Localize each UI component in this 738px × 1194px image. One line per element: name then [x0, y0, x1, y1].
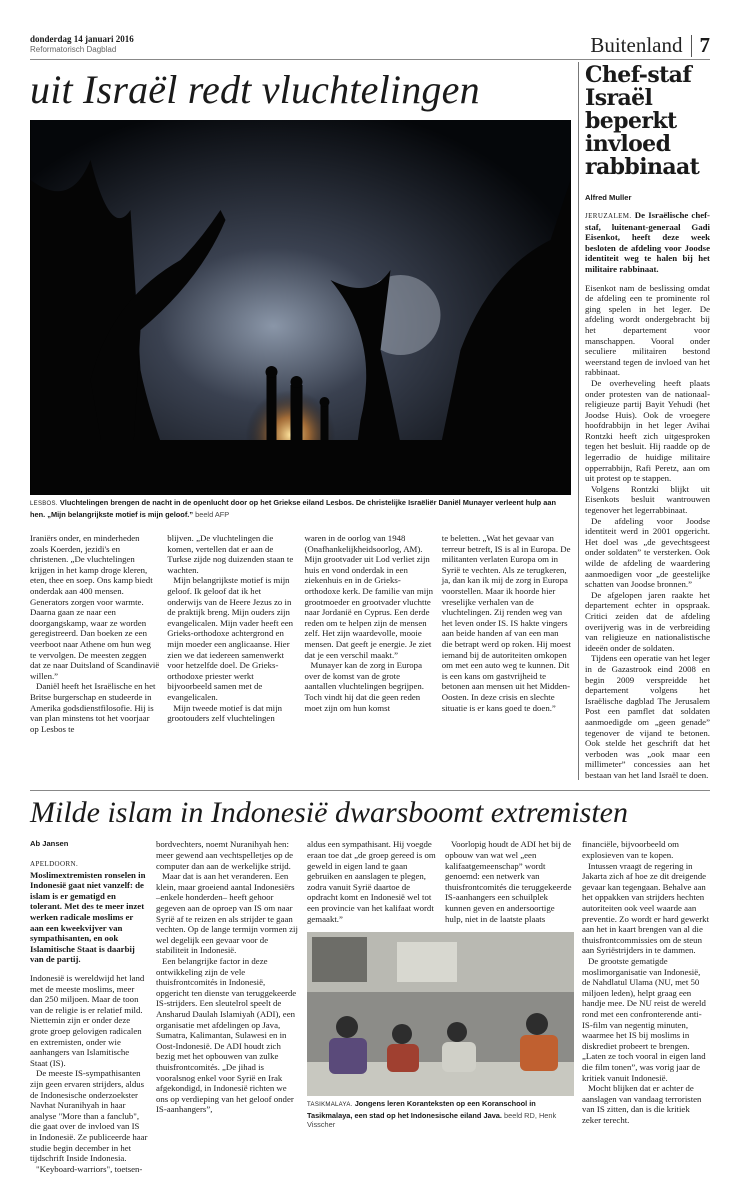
second-column-1: [30, 839, 148, 1174]
lesbos-photo: [30, 120, 571, 495]
paragraph: Maar dat is aan het veranderen. Een klein, maar groeiend aantal Indonesiërs –enkele honderden– heeft gehoor gegeven aan de oproep van IS om naar Syrië af te reizen en als strijder te gaan vechten. Op de lange termijn vormen zij wel degelijk een gevaar voor de stabiliteit in Indonesië.: [156, 871, 298, 956]
second-column-5: [582, 839, 710, 1125]
main-column-1: [30, 533, 159, 734]
paragraph: Mocht blijken dat er achter de aanslagen van vandaag terroristen van IS zitten, dan is die kritiek zeker terecht.: [582, 1083, 702, 1125]
second-column-4: [445, 839, 574, 924]
paragraph: financiële, bijvoorbeeld om explosieven van te kopen.: [582, 839, 679, 861]
dateline: APELDOORN.: [30, 860, 79, 869]
page-number: 7: [699, 33, 710, 57]
page-header: [30, 0, 710, 60]
main-article: [30, 62, 571, 780]
newspaper-name: Reformatorisch Dagblad: [30, 45, 117, 54]
koranschool-photo-caption: [307, 1099, 574, 1130]
caption-text: Vluchtelingen brengen de nacht in de openlucht door op het Griekse eiland Lesbos. De christelijke Israëliër Daniël Munayer verleent hulp aan hen. „Mijn belangrijkste motief is mijn geloof.”: [30, 498, 556, 519]
paragraph: Voorlopig houdt de ADI het bij de opbouw van wat wel „een kalifaatgemeenschap” wordt genoemd: een netwerk van thuisfrontcomités die teruggekeerde IS-aanhangers een schuilplek kunnen geven en andersoortige hulp, niet in de laatste plaats: [445, 839, 572, 924]
caption-location: TASIKMALAYA.: [307, 1102, 353, 1109]
second-column-3: [307, 839, 436, 924]
section-label: [590, 33, 710, 58]
column-body: [30, 973, 148, 1174]
paragraph: Tijdens een operatie van het leger in de Gazastrook eind 2008 en begin 2009 verspreidde het departement volgens het Israëlische dagblad The Jerusalem Post een pamflet dat soldaten aanmoedigde om „geen genade” tegenover de vijand te betonen. Ook stelde het geschrift dat het verboden was „ook maar een millimeter” concessies aan het bestaan van het land Israël te doen.: [585, 653, 710, 780]
lead-text: Moslimextremisten ronselen in Indonesië gaat niet vanzelf: de islam is er gematigd en tolerant. Met des te meer inzet werken radicale moslims er aan een kweekvijver van sympathisanten, en ook Islamitische Staat is daarbij van de partij.: [30, 869, 146, 965]
section-rule: [30, 790, 710, 791]
paragraph: te beletten. „Wat het gevaar van terreur betreft, IS is al in Europa. De militanten verlaten Europa om in Syrië te vechten. Als ze terugkeren, ja, dan kan ik mij de zorg in Europa voorstellen. Maar ik hoorde hier vreselijke verhalen van de vluchtelingen. Zij renden weg van het leven onder IS. IS hakte vingers aan beide handen af van een man die betrapt werd op roken. Hij moest iemand bij de autoriteiten omkopen om met een auto weg te kunnen. Dit is een kans om gastvrijheid te betonen aan mensen uit het Midden-Oosten. In deze crisis en slechte situatie is er kans goed te doen.”: [441, 533, 571, 713]
paragraph: De meeste IS-sympathisanten zijn geen ervaren strijders, aldus de Indonesische onderzoekster Navhat Nuranihyah in haar analyse "More than a fanclub", die gaat over de invloed van IS in Indonesië. Ze publiceerde haar studie begin december in het tijdschrift Inside Indonesia.: [30, 1068, 148, 1164]
sidebar-byline: Alfred Muller: [585, 193, 632, 202]
second-column-2: [156, 839, 299, 1114]
second-middle-block: [307, 839, 574, 1129]
main-columns: [30, 533, 571, 734]
paragraph: Intussen vraagt de regering in Jakarta zich af hoe ze dit dreigende gevaar kan tegengaan. Behalve aan het oppakken van strijders hechten autoriteiten ook veel waarde aan preventie. Zo wordt er hard gewerkt aan het in kaart brengen van al die thuisfrontcommissies om de steun aan Syriëstrijders in te dammen.: [582, 860, 710, 956]
paragraph: Iraniërs onder, en minderheden zoals Koerden, jezidi's en christenen. „De vluchtelingen krijgen in het kamp droge kleren, eten, thee en soep. Ons kamp biedt onderdak aan 400 mensen. Generators zorgen voor warmte. Daarna gaan ze naar een doorgangskamp, waar ze worden geregistreerd. Dan boeken ze een veerboot naar Athene om hun weg te vervolgen. De meesten zeggen dat ze naar Duitsland of Scandinavië willen.”: [30, 533, 160, 681]
main-column-3: [305, 533, 434, 734]
paragraph: blijven. „De vluchtelingen die komen, vertellen dat er aan de Turkse zijde nog duizenden staan te wachten.: [167, 533, 294, 575]
paragraph: Daniël heeft het Israëlische en het Britse burgerschap en studeerde in Amerika godsdienstfilosofie. Hij is van plan minstens tot het voorjaar op Lesbos te: [30, 681, 156, 734]
paragraph: Mijn tweede motief is dat mijn grootouders zelf vluchtelingen: [167, 702, 282, 724]
issue-date: donderdag 14 januari 2016: [30, 34, 134, 44]
paragraph: Indonesië is wereldwijd het land met de meeste moslims, meer dan 250 miljoen. Maar de toon van de religie is er relatief mild. Niettemin zijn er onder deze grote groep gelovigen radicalen en extremisten, onder wie aanhangers van Islamitische Staat (IS).: [30, 973, 145, 1068]
koranschool-photo: [307, 932, 574, 1096]
second-headline: Milde islam in Indonesië dwarsboomt extremisten: [30, 796, 628, 830]
lead-text: De Israëlische chef-staf, luitenant-generaal Gadi Eisenkot, heeft deze week besloten de afdeling voor Joodse identiteit weg te halen bij het militaire rabbinaat.: [585, 210, 710, 274]
dateline: JERUZALEM.: [585, 212, 632, 220]
paragraph: Een belangrijke factor in deze ontwikkeling zijn de vele thuisfrontcomités in Indonesië, opgericht ten dienste van teruggekeerde IS-strijders. Een sleutelrol speelt de Ansharud Daulah Islamiyah (ADI), een organisatie met afdelingen op Java, Sumatra, Kalimantan, Sulawesi en in Oost-Indonesië. De ADI houdt zich bezig met het opbouwen van zulke thuisfrontcomités. „De jihad is vooralsnog enkel voor Syrië en Irak afgekondigd, in Indonesië richten we ons op verdieping van het geloof onder IS-aanhangers”,: [156, 956, 297, 1115]
paragraph: De afgelopen jaren raakte het departement echter in opspraak. Critici zeiden dat de afdeling overijverig was in de verbreiding van religieuze en nationalistische ideeën onder de soldaten.: [585, 589, 710, 653]
paragraph: "Keyboard-warriors", toetsen-: [36, 1163, 143, 1174]
main-column-4: [442, 533, 571, 734]
lesbos-photo-caption: [30, 498, 571, 519]
second-middle-columns: [307, 839, 574, 924]
paragraph: aldus een sympathisant. Hij voegde eraan toe dat „de groep gereed is om geweld in eigen land te gaan gebruiken en aanslagen te plegen, zodra vanuit Syrië daartoe de opdracht komt en Indonesië wel tot een provincie van het kalifaat wordt gemaakt.”: [307, 839, 436, 924]
sidebar-body: [585, 283, 710, 781]
paragraph: De overheveling heeft plaats onder protesten van de nationaal-religieuze partij Bayit Yehudi (het Joodse Huis). Ook de vroegere hoofdrabbijn in het leger Avihai Rontzki heeft zich uitgesproken tegen het besluit. Hij raadde op de legerradio de huidige militaire opperrabbijn, Rafi Peretz, aan om uit protest op te stappen.: [585, 377, 710, 484]
photo-credit: beeld AFP: [195, 509, 230, 519]
second-byline: Ab Jansen: [30, 839, 69, 849]
paragraph: Munayer kan de zorg in Europa over de komst van de grote aantallen vluchtelingen begrijpen. Toch vindt hij dat die geen reden moet zijn om hun komst: [304, 660, 424, 713]
paragraph: waren in de oorlog van 1948 (Onafhankelijkheidsoorlog, AM). Mijn grootvader uit Lod verliet zijn huis en vond onderdak in een ziekenhuis en in de Grieks-orthodoxe kerk. De familie van mijn grootmoeder en grootvader vluchtte naar Jordanië en Cyprus. Een derde reden om te helpen zijn de mensen zelf. Het zijn waardevolle, mooie mensen. Dat geeft je energie. Je ziet dat je een verschil maakt.”: [304, 533, 433, 660]
paragraph: Mijn belangrijkste motief is mijn geloof. Ik geloof dat ik het onderwijs van de Heere Jezus zo in de praktijk breng. Mijn ouders zijn evangelicalen. Mijn vader heeft een Grieks-orthodoxe achtergrond en mijn moeder een anglicaanse. Hier zien we dat iedereen samenwerkt voor hetzelfde doel. De Grieks-orthodoxe priester werkt bijvoorbeeld samen met de evangelicalen.: [167, 575, 294, 702]
second-article: [30, 839, 710, 1174]
paragraph: bordvechters, noemt Nuranihyah hen: meer gewend aan vechtspelletjes op de computer dan aan de werkelijke strijd.: [156, 839, 294, 871]
section-divider: [691, 35, 692, 57]
paragraph: De afdeling voor Joodse identiteit werd in 2001 opgericht. Het doel was „de gevechtsgeest onder soldaten” te versterken. Ook wilde de afdeling de waardering aanmoedigen voor „de geestelijke schatten van Joodse bronnen.”: [585, 515, 710, 590]
caption-location: LESBOS.: [30, 501, 58, 507]
paragraph: Eisenkot nam de beslissing omdat de afdeling een te prominente rol ging spelen in het leger. De afdeling wordt ondergebracht bij het departement voor manschappen. Vooral onder seculiere militairen bestond weerstand tegen de invloed van het rabbinaat.: [585, 282, 710, 378]
main-column-2: [167, 533, 296, 734]
top-article-area: [30, 62, 710, 780]
sidebar-text: [585, 210, 710, 780]
caption-text: Jongens leren Koranteksten op een Koranschool in Tasikmalaya, een stad op het Indonesische eiland Java.: [307, 1099, 536, 1120]
sidebar-headline: Chef-staf Israël beperkt invloed rabbinaat: [585, 62, 700, 180]
second-lead: [30, 858, 148, 965]
photo-credit: beeld RD, Henk Visscher: [307, 1110, 557, 1130]
section-title: Buitenland: [590, 33, 683, 57]
paragraph: Volgens Rontzki blijkt uit Eisenkots besluit wantrouwen tegenover het legerrabbinaat.: [585, 483, 710, 516]
paragraph: De grootste gematigde moslimorganisatie van Indonesië, de Nahdlatul Ulama (NU, met 50 miljoen leden), helpt graag een handje mee. De NU reist de wereld rond met een confronterende anti-IS-film van negentig minuten, waarmee het IS bij moslims in diskrediet probeert te brengen. „Laten ze toch vooral in eigen land die film tonen”, was vorig jaar de kritiek vanuit Indonesië.: [582, 956, 706, 1083]
main-headline: uit Israël redt vluchtelingen: [30, 67, 480, 112]
sidebar-article: [578, 62, 710, 780]
sidebar-lead: [585, 210, 710, 275]
